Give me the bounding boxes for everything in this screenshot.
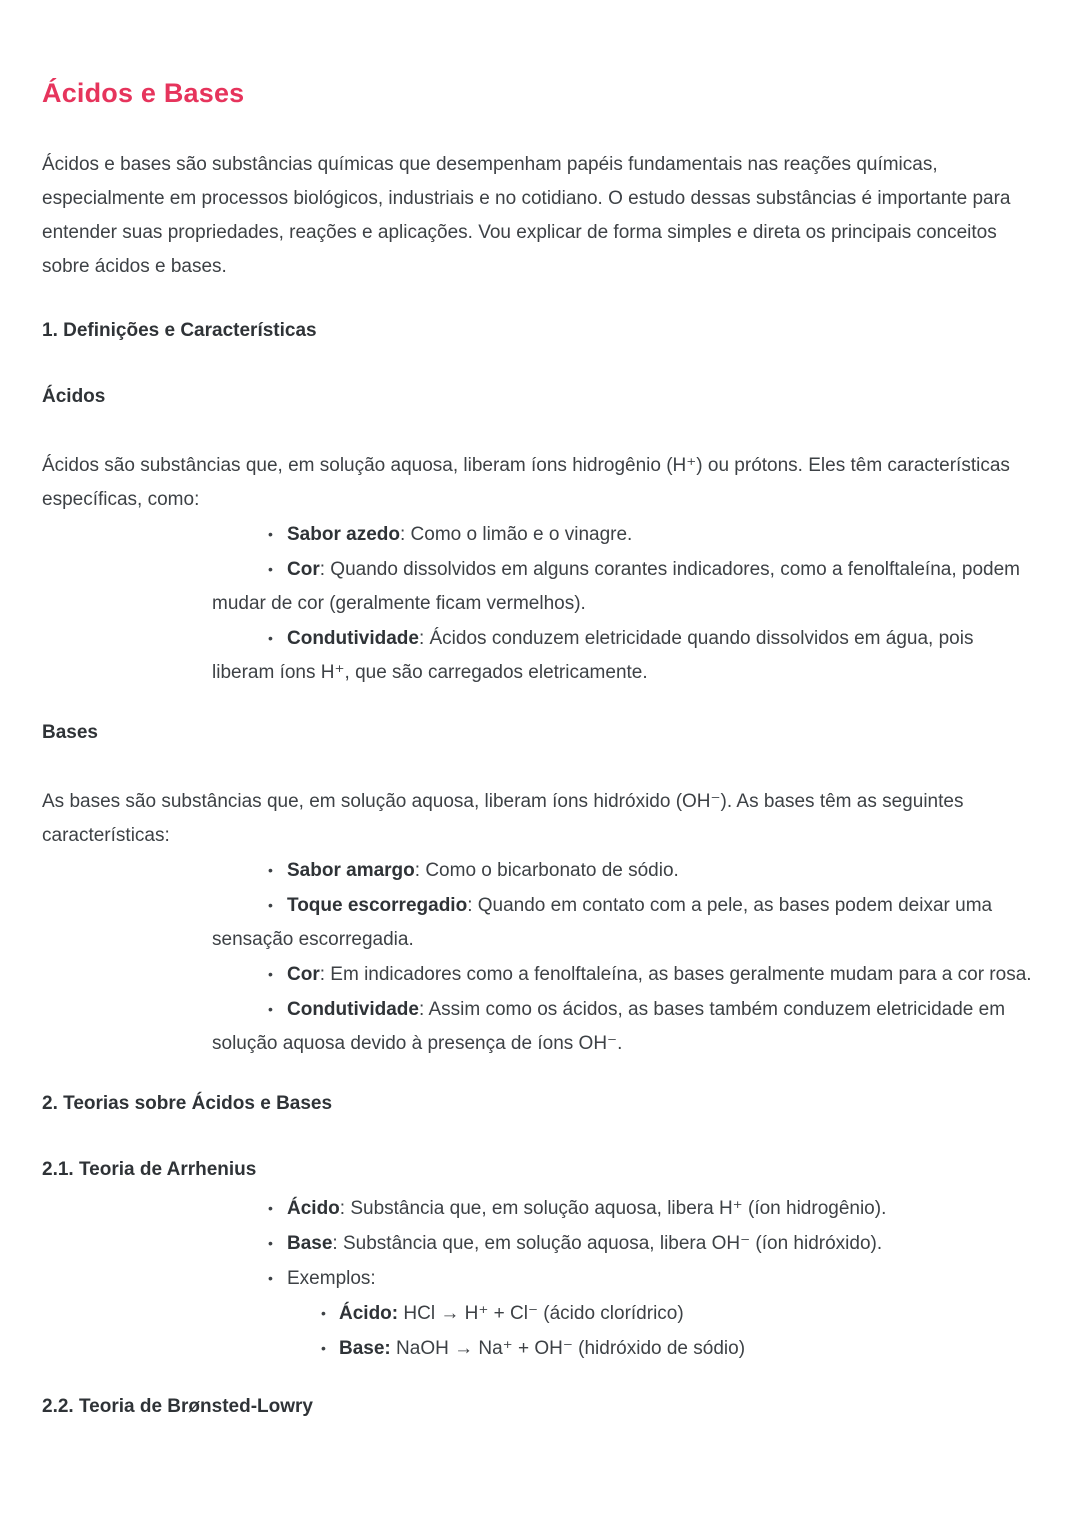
list-item-text: : Substância que, em solução aquosa, libera H⁺ (íon hidrogênio). [339,1198,887,1219]
intro-paragraph: Ácidos e bases são substâncias químicas que desempenham papéis fundamentais nas reações químicas, especialmente em processos biológicos, industriais e no cotidiano. O estudo dessas substâncias é importante para entender suas propriedades, reações e aplicações. Vou explicar de forma simples e direta os principais conceitos sobre ácidos e bases. [42,154,1011,277]
list-item-label: Cor [287,559,320,580]
list-item-text: : Substância que, em solução aquosa, libera OH⁻ (íon hidróxido). [332,1233,883,1254]
bullet-icon: • [268,1200,273,1216]
arrhenius-heading: 2.1. Teoria de Arrhenius [42,1159,257,1180]
list-item [42,552,1032,621]
list-item-text: Exemplos: [287,1268,376,1289]
bullet-icon: • [268,862,273,878]
list-item-text: HCl → H⁺ + Cl⁻ (ácido clorídrico) [398,1303,684,1324]
arrhenius-bullet-list [42,1191,1032,1366]
sub-list-item [42,1296,1032,1331]
list-item [42,517,1032,552]
list-item [42,853,1032,888]
list-item-label: Ácido: [339,1303,399,1324]
list-item-label: Base: [339,1338,391,1359]
bullet-icon: • [321,1340,326,1356]
sub-list-item [42,1331,1032,1366]
list-item [42,621,1032,690]
section-1-heading: 1. Definições e Características [42,320,317,341]
list-item-text: : Em indicadores como a fenolftaleína, as bases geralmente mudam para a cor rosa. [319,964,1032,985]
acidos-bullet-list [42,517,1032,690]
bases-bullet-list [42,853,1032,1061]
bullet-icon: • [268,630,273,646]
list-item [42,1226,1032,1261]
list-item-text: : Como o bicarbonato de sódio. [414,860,679,881]
bullet-icon: • [268,1001,273,1017]
list-item-label: Ácido [287,1198,340,1219]
list-item [42,957,1032,992]
list-item-text: : Como o limão e o vinagre. [399,524,633,545]
list-item-text: : Assim como os ácidos, as bases também conduzem eletricidade em solução aquosa devido à presença de íons OH⁻. [212,999,1006,1054]
list-item-label: Toque escorregadio [287,895,468,916]
bullet-icon: • [268,1235,273,1251]
list-item [42,888,1032,957]
list-item [42,1191,1032,1226]
list-item-text: : Quando em contato com a pele, as bases podem deixar uma sensação escorregadia. [212,895,993,950]
bullet-icon: • [268,561,273,577]
bullet-icon: • [268,1270,273,1286]
list-item-label: Cor [287,964,320,985]
list-item-label: Base [287,1233,333,1254]
bullet-icon: • [268,966,273,982]
list-item-text: NaOH → Na⁺ + OH⁻ (hidróxido de sódio) [390,1338,746,1359]
bases-paragraph: As bases são substâncias que, em solução aquosa, liberam íons hidróxido (OH⁻). As bases têm as seguintes características: [42,791,964,846]
bullet-icon: • [268,897,273,913]
list-item-text: : Ácidos conduzem eletricidade quando dissolvidos em água, pois liberam íons H⁺, que são carregados eletricamente. [212,628,974,683]
list-item-label: Condutividade [287,628,419,649]
acidos-paragraph: Ácidos são substâncias que, em solução aquosa, liberam íons hidrogênio (H⁺) ou prótons. Eles têm características específicas, como: [42,455,1010,510]
bronsted-heading: 2.2. Teoria de Brønsted-Lowry [42,1396,313,1417]
list-item-label: Condutividade [287,999,419,1020]
list-item-text: : Quando dissolvidos em alguns corantes indicadores, como a fenolftaleína, podem mudar de cor (geralmente ficam vermelhos). [212,559,1020,614]
list-item-label: Sabor amargo [287,860,415,881]
page-title: Ácidos e Bases [42,78,245,108]
bullet-icon: • [268,526,273,542]
list-item-label: Sabor azedo [287,524,400,545]
list-item [42,992,1032,1061]
acidos-heading: Ácidos [42,386,106,407]
list-item [42,1261,1032,1296]
bullet-icon: • [321,1305,326,1321]
bases-heading: Bases [42,722,98,743]
section-2-heading: 2. Teorias sobre Ácidos e Bases [42,1093,333,1114]
